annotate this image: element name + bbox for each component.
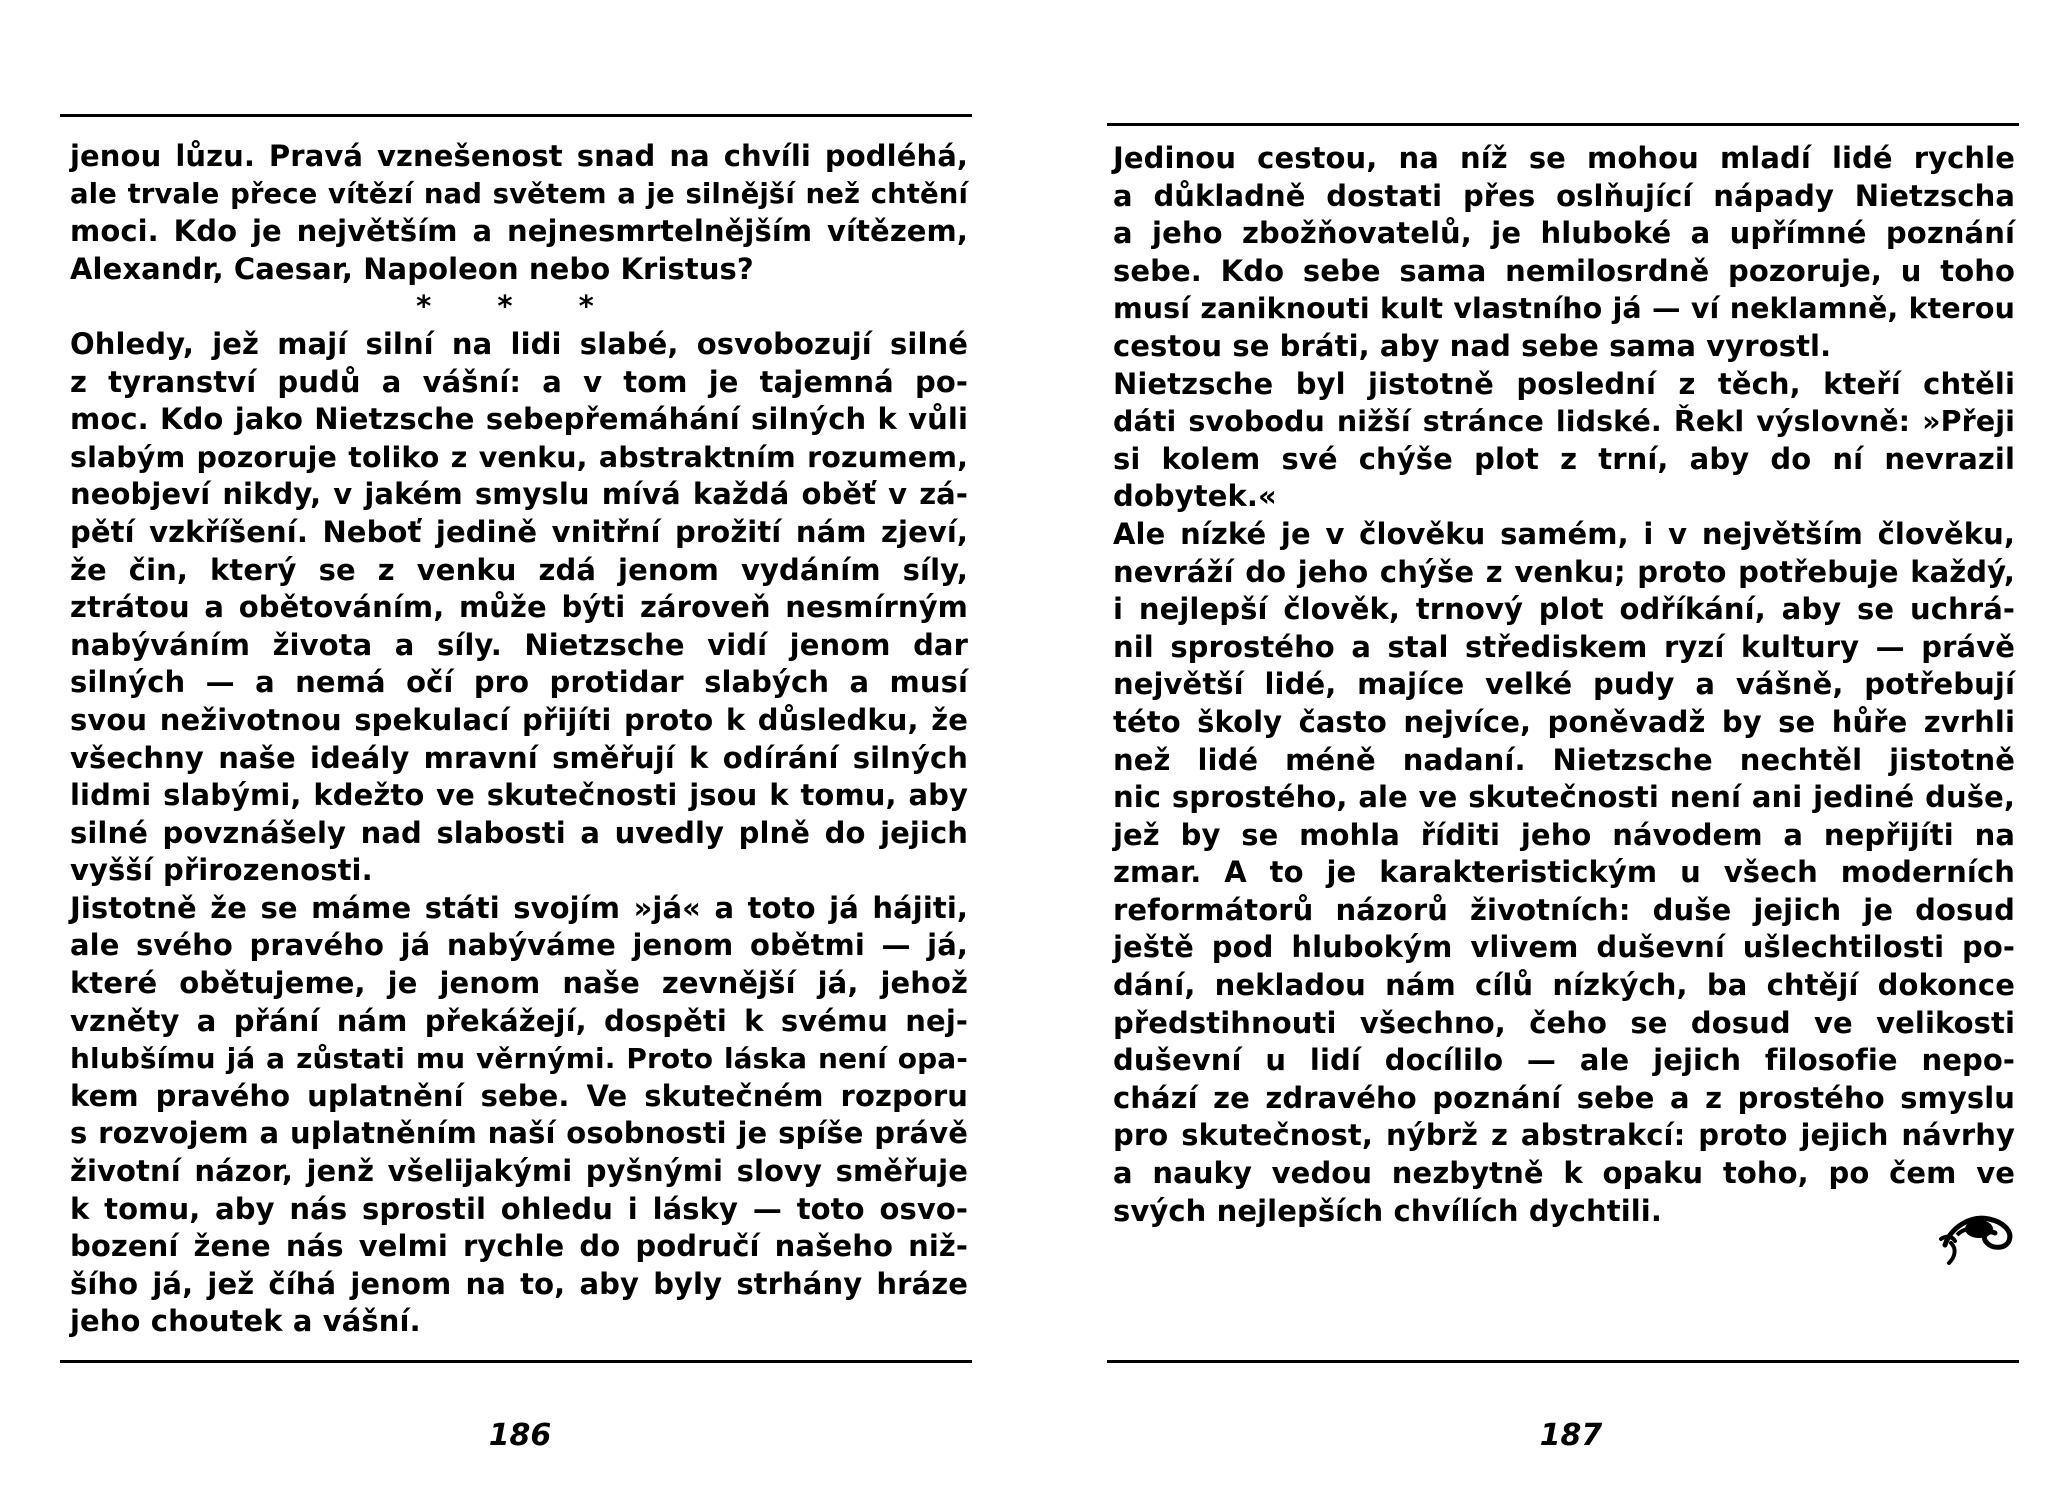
top-rule: [1107, 123, 2019, 126]
text-line: cestou se bráti, aby nad sebe sama vyrostl.: [1113, 328, 1832, 363]
text-line: dáti svobodu nižší stránce lidské. Řekl výslovně: »Přeji: [1113, 405, 2015, 439]
text-line: i nejlepší člověk, trnový plot odříkání, aby se uchrá-: [1113, 592, 2015, 627]
text-line: hlubšímu já a zůstati mu věrnými. Proto láska není opa-: [70, 1042, 968, 1076]
text-line: nevráží do jeho chýše z venku; proto potřebuje každý,: [1113, 554, 2015, 589]
text-line: si kolem své chýše plot z trní, aby do ní nevrazil: [1113, 441, 2015, 476]
text-line: kem pravého uplatnění sebe. Ve skutečném rozporu: [70, 1078, 968, 1113]
text-line: a nauky vedou nezbytně k opaku toho, po čem ve: [1113, 1156, 2015, 1191]
text-line: této školy často nejvíce, poněvadž by se hůře zvrhli: [1113, 704, 2015, 739]
text-line: největší lidé, majíce velké pudy a vášně, potřebují: [1113, 667, 2015, 702]
text-line: neobjeví nikdy, v jakém smyslu mívá každá oběť v zá-: [70, 477, 968, 512]
text-line: svých nejlepších chvílích dychtili.: [1113, 1193, 1662, 1228]
text-line: musí zaniknouti kult vlastního já — ví neklamně, kterou: [1113, 292, 2015, 326]
text-line: s rozvojem a uplatněním naší osobnosti je spíše právě: [70, 1116, 968, 1151]
text-line: vzněty a přání nám překážejí, dospěti k svému nej-: [70, 1003, 968, 1038]
text-line: a jeho zbožňovatelů, je hluboké a upřímné poznání: [1113, 216, 2015, 251]
bottom-rule: [60, 1360, 972, 1363]
text-line: životní názor, jenž všelijakými pyšnými slovy směřuje: [70, 1154, 968, 1189]
text-line: jeho choutek a vášní.: [70, 1304, 421, 1339]
text-line: ještě pod hlubokým vlivem duševní ušlechtilosti po-: [1113, 930, 2015, 965]
text-line: Jedinou cestou, na níž se mohou mladí lidé rychle: [1113, 141, 2015, 175]
text-line: Ale nízké je v člověku samém, i v největším člověku,: [1113, 516, 2015, 551]
text-line: silné povznášely nad slabosti a uvedly plně do jejich: [70, 815, 968, 850]
page-number: 186: [488, 1418, 552, 1453]
text-line: moc. Kdo jako Nietzsche sebepřemáhání silných k vůli: [70, 402, 968, 437]
text-line: slabým pozoruje toliko z venku, abstraktním rozumem,: [70, 440, 968, 474]
text-line: že čin, který se z venku zdá jenom vydáním síly,: [70, 552, 968, 587]
text-line: bození žene nás velmi rychle do područí našeho niž-: [70, 1229, 968, 1264]
text-line: Alexandr, Caesar, Napoleon nebo Kristus?: [70, 251, 754, 286]
text-line: nic sprostého, ale ve skutečnosti není ani jediné duše,: [1113, 780, 2015, 815]
text-line: Jistotně že se máme státi svojím »já« a toto já hájiti,: [70, 890, 968, 925]
text-line: jenou lůzu. Pravá vznešenost snad na chvíli podléhá,: [70, 139, 968, 173]
left-paragraphs: [70, 326, 968, 1341]
text-line: jež by se mohla říditi jeho návodem a nepřijíti na: [1113, 817, 2015, 852]
page-number: 187: [1539, 1418, 1603, 1453]
text-line: ale trvale přece vítězí nad světem a je silnější než chtění: [70, 177, 968, 210]
text-line: a důkladně dostati přes oslňující nápady Nietzscha: [1113, 178, 2015, 213]
text-line: svou neživotnou spekulací přijíti proto k důsledku, že: [70, 702, 968, 737]
text-line: duševní u lidí docílilo — ale jejich filosofie nepo-: [1113, 1043, 2015, 1078]
text-line: nabýváním života a síly. Nietzsche vidí jenom dar: [70, 627, 968, 662]
text-line: Ohledy, jež mají silní na lidi slabé, osvobozují silné: [70, 326, 968, 361]
right-paragraphs: [1113, 140, 2015, 1230]
top-rule: [60, 114, 972, 117]
text-line: všechny naše ideály mravní směřují k odírání silných: [70, 740, 968, 775]
section-separator: * * *: [416, 289, 622, 324]
text-line: ale svého pravého já nabýváme jenom obětmi — já,: [70, 928, 968, 963]
text-line: z tyranství pudů a vášní: a v tom je tajemná po-: [70, 364, 968, 399]
text-line: ztrátou a obětováním, může býti zároveň nesmírným: [70, 590, 968, 625]
text-line: pětí vzkříšení. Neboť jedině vnitřní prožití nám zjeví,: [70, 514, 968, 549]
text-line: šího já, jež číhá jenom na to, aby byly strhány hráze: [70, 1266, 968, 1301]
text-line: lidmi slabými, kdežto ve skutečnosti jsou k tomu, aby: [70, 778, 968, 813]
text-line: zmar. A to je karakteristickým u všech moderních: [1113, 855, 2015, 890]
text-line: moci. Kdo je největším a nejnesmrtelnějším vítězem,: [70, 214, 968, 249]
text-line: k tomu, aby nás sprostil ohledu i lásky — toto osvo-: [70, 1191, 968, 1226]
text-line: reformátorů názorů životních: duše jejich je dosud: [1113, 892, 2015, 927]
text-line: silných — a nemá očí pro protidar slabých a musí: [70, 665, 968, 700]
floral-tailpiece-icon: [1937, 1205, 2017, 1267]
text-line: Nietzsche byl jistotně poslední z těch, kteří chtěli: [1113, 366, 2015, 401]
left-page-text: [70, 138, 968, 1341]
right-page: [1027, 0, 2054, 1500]
bottom-rule: [1107, 1360, 2019, 1363]
text-line: předstihnouti všechno, čeho se dosud ve velikosti: [1113, 1005, 2015, 1040]
text-line: nil sprostého a stal střediskem ryzí kultury — právě: [1113, 629, 2015, 664]
text-line: vyšší přirozenosti.: [70, 853, 373, 888]
text-line: než lidé méně nadaní. Nietzsche nechtěl jistotně: [1113, 742, 2015, 777]
text-line: dobytek.«: [1113, 479, 1277, 514]
text-line: které obětujeme, je jenom naše zevnější já, jehož: [70, 966, 968, 1001]
text-line: chází ze zdravého poznání sebe a z prostého smyslu: [1113, 1080, 2015, 1115]
right-page-text: [1113, 140, 2015, 1230]
text-line: pro skutečnost, nýbrž z abstrakcí: proto jejich návrhy: [1113, 1118, 2015, 1153]
text-line: sebe. Kdo sebe sama nemilosrdně pozoruje, u toho: [1113, 253, 2015, 288]
text-line: dání, nekladou nám cílů nízkých, ba chtějí dokonce: [1113, 968, 2015, 1003]
